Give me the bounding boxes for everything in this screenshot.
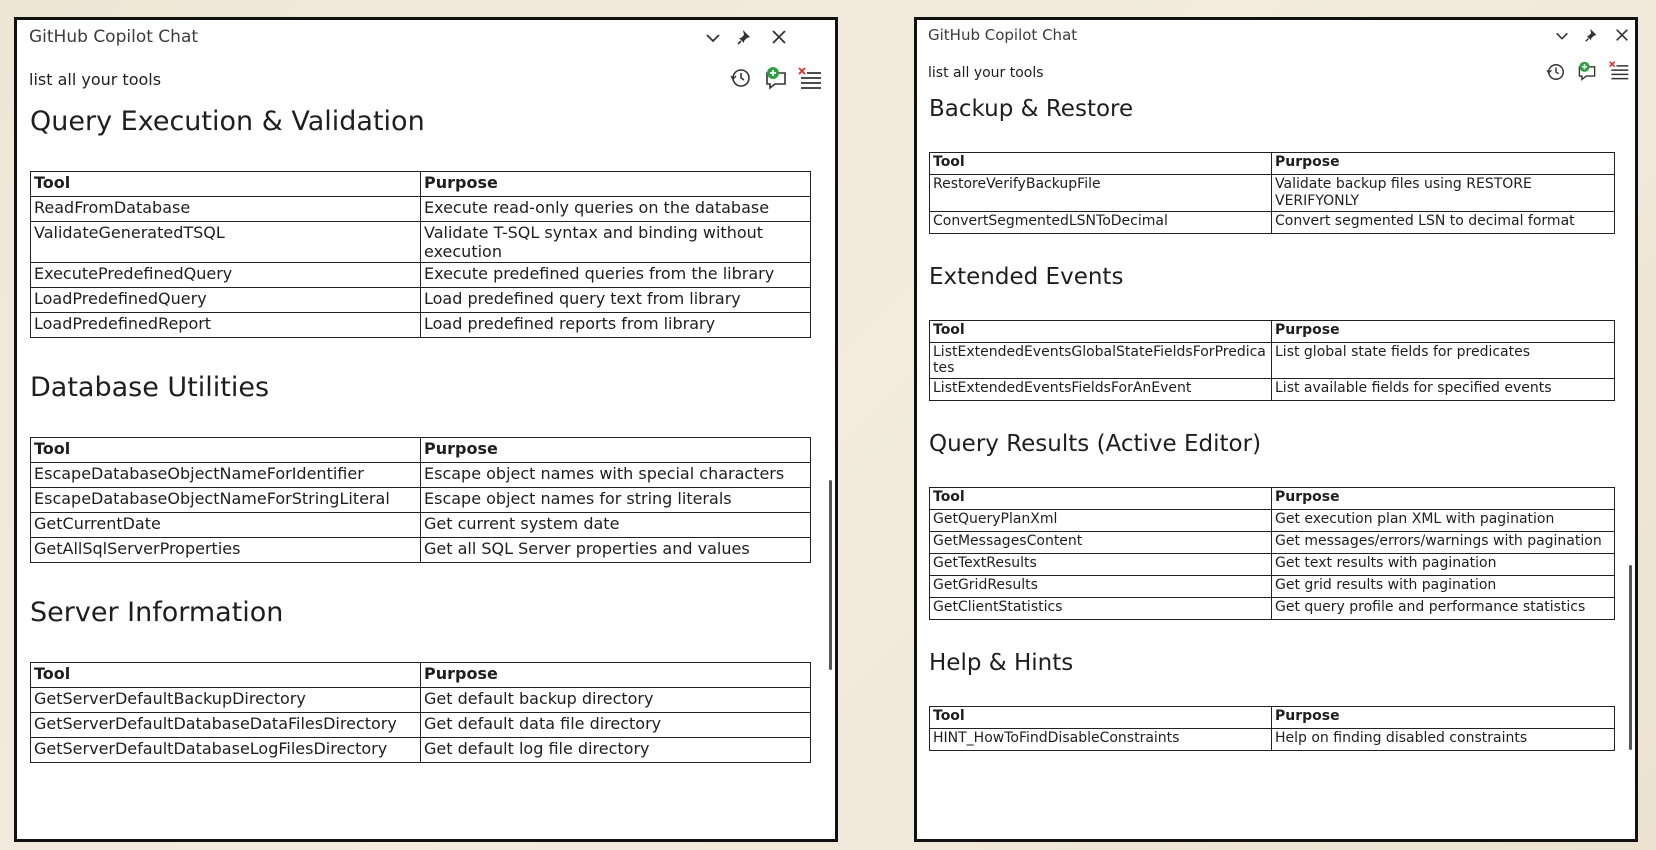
tool-cell: GetAllSqlServerProperties: [31, 538, 421, 563]
header-cell: Tool: [31, 172, 421, 197]
purpose-cell: Validate T-SQL syntax and binding without execution: [421, 222, 811, 263]
tool-cell: RestoreVerifyBackupFile: [930, 175, 1272, 212]
tool-cell: GetServerDefaultDatabaseLogFilesDirectory: [31, 738, 421, 763]
purpose-cell: Get default log file directory: [421, 738, 811, 763]
tool-cell: ValidateGeneratedTSQL: [31, 222, 421, 263]
tools-table: [929, 706, 1615, 751]
table-header-row: [31, 663, 811, 688]
table-header-row: [930, 153, 1615, 175]
header-cell: Purpose: [1272, 488, 1615, 510]
tool-cell: ReadFromDatabase: [31, 197, 421, 222]
panel-title: GitHub Copilot Chat: [29, 27, 199, 47]
header-cell: Purpose: [421, 172, 811, 197]
user-prompt: list all your tools: [29, 70, 162, 89]
table-header-row: [930, 488, 1615, 510]
tool-cell: ListExtendedEventsGlobalStateFieldsForPredicates: [930, 342, 1272, 379]
tools-table: [929, 152, 1615, 234]
scrollbar[interactable]: [1629, 565, 1632, 750]
tools-table: [929, 487, 1615, 620]
table-row: [930, 510, 1615, 532]
clear-list-icon[interactable]: [1607, 60, 1631, 84]
section-heading: Query Execution & Validation: [30, 106, 425, 137]
tool-cell: GetCurrentDate: [31, 513, 421, 538]
tools-table: [30, 171, 811, 338]
tools-table: [929, 320, 1615, 402]
clear-list-icon[interactable]: [797, 66, 823, 92]
tool-cell: ExecutePredefinedQuery: [31, 263, 421, 288]
pin-icon[interactable]: [1583, 27, 1601, 45]
table-row: [930, 598, 1615, 620]
purpose-cell: Escape object names for string literals: [421, 488, 811, 513]
table-row: [930, 576, 1615, 598]
purpose-cell: Convert segmented LSN to decimal format: [1272, 211, 1615, 233]
tool-cell: GetTextResults: [930, 554, 1272, 576]
tool-cell: GetClientStatistics: [930, 598, 1272, 620]
tool-cell: LoadPredefinedQuery: [31, 288, 421, 313]
purpose-cell: Execute read-only queries on the database: [421, 197, 811, 222]
tool-cell: HINT_HowToFindDisableConstraints: [930, 729, 1272, 751]
header-cell: Tool: [930, 320, 1272, 342]
close-icon[interactable]: [1613, 27, 1631, 45]
table-header-row: [930, 707, 1615, 729]
table-row: [930, 211, 1615, 233]
table-row: [930, 554, 1615, 576]
table-row: [31, 538, 811, 563]
purpose-cell: Get all SQL Server properties and values: [421, 538, 811, 563]
purpose-cell: Load predefined query text from library: [421, 288, 811, 313]
purpose-cell: Help on finding disabled constraints: [1272, 729, 1615, 751]
header-cell: Purpose: [421, 438, 811, 463]
header-cell: Purpose: [1272, 707, 1615, 729]
header-cell: Tool: [31, 663, 421, 688]
header-cell: Purpose: [421, 663, 811, 688]
user-prompt: list all your tools: [928, 65, 1044, 81]
history-icon[interactable]: [729, 67, 753, 91]
table-row: [31, 288, 811, 313]
chevron-down-icon[interactable]: [703, 29, 723, 49]
tools-table: [30, 662, 811, 763]
table-row: [31, 738, 811, 763]
chat-response: [917, 92, 1635, 839]
tool-cell: EscapeDatabaseObjectNameForIdentifier: [31, 463, 421, 488]
tool-cell: GetServerDefaultDatabaseDataFilesDirectory: [31, 713, 421, 738]
tool-cell: ConvertSegmentedLSNToDecimal: [930, 211, 1272, 233]
tools-table: [30, 437, 811, 563]
section-heading: Extended Events: [929, 263, 1124, 290]
section-heading: Server Information: [30, 597, 284, 629]
table-row: [31, 197, 811, 222]
purpose-cell: Execute predefined queries from the library: [421, 263, 811, 288]
header-cell: Tool: [930, 707, 1272, 729]
purpose-cell: Get default data file directory: [421, 713, 811, 738]
tool-cell: EscapeDatabaseObjectNameForStringLiteral: [31, 488, 421, 513]
table-row: [31, 263, 811, 288]
header-cell: Purpose: [1272, 153, 1615, 175]
section-heading: Backup & Restore: [929, 96, 1134, 122]
tool-cell: LoadPredefinedReport: [31, 313, 421, 338]
purpose-cell: List global state fields for predicates: [1272, 342, 1615, 379]
scrollbar[interactable]: [829, 480, 832, 670]
tool-cell: GetMessagesContent: [930, 532, 1272, 554]
table-row: [31, 713, 811, 738]
tool-cell: GetQueryPlanXml: [930, 510, 1272, 532]
table-row: [31, 222, 811, 263]
purpose-cell: Get current system date: [421, 513, 811, 538]
section-heading: Query Results (Active Editor): [929, 431, 1262, 458]
header-cell: Tool: [31, 438, 421, 463]
purpose-cell: Get query profile and performance statistics: [1272, 598, 1615, 620]
header-cell: Purpose: [1272, 320, 1615, 342]
section-heading: Help & Hints: [929, 650, 1074, 677]
table-row: [31, 488, 811, 513]
purpose-cell: Get text results with pagination: [1272, 554, 1615, 576]
table-row: [31, 688, 811, 713]
purpose-cell: Get execution plan XML with pagination: [1272, 510, 1615, 532]
new-chat-icon[interactable]: [763, 65, 789, 91]
tool-cell: GetGridResults: [930, 576, 1272, 598]
purpose-cell: Escape object names with special characters: [421, 463, 811, 488]
table-row: [31, 313, 811, 338]
purpose-cell: Get grid results with pagination: [1272, 576, 1615, 598]
table-row: [31, 513, 811, 538]
table-header-row: [31, 438, 811, 463]
table-row: [930, 342, 1615, 379]
chevron-down-icon[interactable]: [1553, 28, 1571, 46]
table-header-row: [31, 172, 811, 197]
close-icon[interactable]: [769, 28, 789, 48]
copilot-chat-panel-right: [914, 17, 1638, 842]
history-icon[interactable]: [1545, 62, 1567, 84]
tool-cell: GetServerDefaultBackupDirectory: [31, 688, 421, 713]
purpose-cell: Get messages/errors/warnings with pagination: [1272, 532, 1615, 554]
table-row: [930, 175, 1615, 212]
tool-cell: ListExtendedEventsFieldsForAnEvent: [930, 379, 1272, 401]
table-row: [31, 463, 811, 488]
table-row: [930, 532, 1615, 554]
purpose-cell: List available fields for specified events: [1272, 379, 1615, 401]
purpose-cell: Get default backup directory: [421, 688, 811, 713]
new-chat-icon[interactable]: [1575, 60, 1599, 84]
chat-response: [17, 102, 835, 839]
purpose-cell: Validate backup files using RESTORE VERIFYONLY: [1272, 175, 1615, 212]
pin-icon[interactable]: [735, 28, 755, 48]
table-row: [930, 379, 1615, 401]
table-row: [930, 729, 1615, 751]
header-cell: Tool: [930, 153, 1272, 175]
header-cell: Tool: [930, 488, 1272, 510]
copilot-chat-panel-left: [14, 17, 838, 842]
panel-title: GitHub Copilot Chat: [928, 26, 1078, 44]
table-header-row: [930, 320, 1615, 342]
purpose-cell: Load predefined reports from library: [421, 313, 811, 338]
section-heading: Database Utilities: [30, 372, 270, 404]
